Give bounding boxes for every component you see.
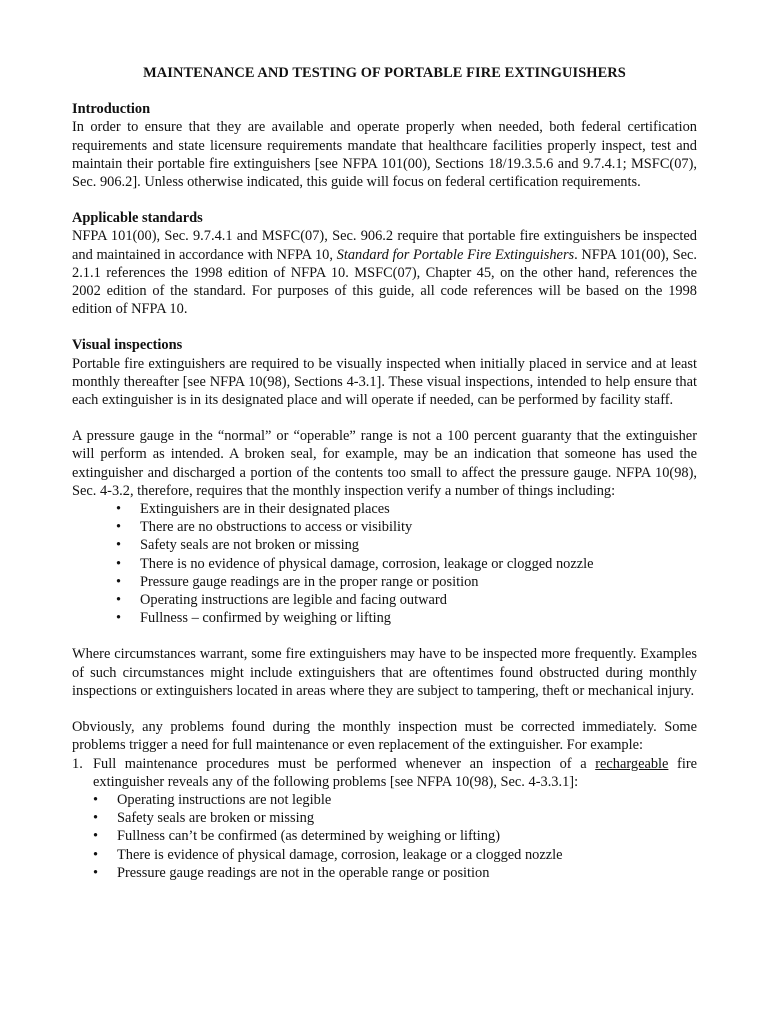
- visual-inspections-paragraph-4: Obviously, any problems found during the monthly inspection must be corrected immediately. Some problems trigger a need for full maintenance or even replacement of the extinguisher. For example:: [72, 719, 697, 754]
- item-number: 1.: [72, 755, 83, 772]
- list-item: • There is no evidence of physical damage, corrosion, leakage or clogged nozzle: [116, 555, 697, 573]
- full-maintenance-triggers-list: [93, 791, 697, 882]
- numbered-problems-list: [72, 755, 697, 882]
- standards-text-before: NFPA 101(00), Sec. 9.7.4.1 and MSFC(07), Sec. 906.2 require that portable fire extinguishers be inspected and maintained in accordance with NFPA 10,: [72, 228, 697, 263]
- list-item: • Pressure gauge readings are in the proper range or position: [116, 573, 697, 591]
- introduction-heading: Introduction: [72, 101, 151, 118]
- list-item: • Operating instructions are not legible: [93, 791, 697, 809]
- standard-title-italic: Standard for Portable Fire Extinguishers: [336, 246, 575, 263]
- monthly-inspection-checklist: [72, 500, 697, 627]
- list-item: • Safety seals are broken or missing: [93, 809, 697, 827]
- list-item: • There are no obstructions to access or visibility: [116, 518, 697, 536]
- item-text-before: Full maintenance procedures must be performed whenever an inspection of a: [93, 755, 596, 772]
- visual-inspections-paragraph-1: Portable fire extinguishers are required to be visually inspected when initially placed in service and at least monthly thereafter [see NFPA 10(98), Sections 4-3.1]. These visual inspections, intended to help ensure that each extinguisher is in its designated place and will operate if needed, can be performed by facility staff.: [72, 355, 697, 409]
- list-item: • Fullness – confirmed by weighing or lifting: [116, 609, 697, 627]
- list-item: • Pressure gauge readings are not in the operable range or position: [93, 864, 697, 882]
- list-item: • Safety seals are not broken or missing: [116, 536, 697, 554]
- list-item: • Extinguishers are in their designated places: [116, 500, 697, 518]
- applicable-standards-paragraph: [72, 227, 697, 318]
- introduction-paragraph: In order to ensure that they are available and operate properly when needed, both federal certification requirements and state licensure requirements mandate that healthcare facilities properly inspect, test and maintain their portable fire extinguishers [see NFPA 101(00), Sections 18/19.3.5.6 and 9.7.4.1; MSFC(07), Sec. 906.2]. Unless otherwise indicated, this guide will focus on federal certification requirements.: [72, 119, 697, 191]
- rechargeable-underlined: rechargeable: [595, 755, 669, 772]
- visual-inspections-heading: Visual inspections: [72, 337, 183, 354]
- list-item: • Operating instructions are legible and facing outward: [116, 591, 697, 609]
- list-item: • Fullness can’t be confirmed (as determined by weighing or lifting): [93, 827, 697, 845]
- visual-inspections-paragraph-3: Where circumstances warrant, some fire extinguishers may have to be inspected more frequently. Examples of such circumstances might include extinguishers that are oftentimes found obstructed during monthly inspections or extinguishers located in areas where they are subject to tampering, theft or mechanical injury.: [72, 646, 697, 699]
- numbered-item: [72, 755, 697, 882]
- list-item: • There is evidence of physical damage, corrosion, leakage or a clogged nozzle: [93, 846, 697, 864]
- document-page: [72, 64, 697, 882]
- applicable-standards-heading: Applicable standards: [72, 210, 203, 227]
- item-text-after: fire extinguisher reveals any of the following problems [see NFPA 10(98), Sec. 4-3.3.1]:: [93, 755, 697, 790]
- numbered-item-text: [93, 755, 697, 791]
- visual-inspections-paragraph-2: A pressure gauge in the “normal” or “operable” range is not a 100 percent guaranty that the extinguisher will perform as intended. A broken seal, for example, may be an indication that someone has used the extinguisher and discharged a portion of the contents too small to affect the pressure gauge. NFPA 10(98), Sec. 4-3.2, therefore, requires that the monthly inspection verify a number of things including:: [72, 428, 697, 499]
- document-title: MAINTENANCE AND TESTING OF PORTABLE FIRE EXTINGUISHERS: [143, 65, 626, 81]
- standards-text-after: . NFPA 101(00), Sec. 2.1.1 references the 1998 edition of NFPA 10. MSFC(07), Chapter 45, on the other hand, references the 2002 edition of the standard. For purposes of this guide, all code references will be based on the 1998 edition of NFPA 10.: [72, 246, 697, 318]
